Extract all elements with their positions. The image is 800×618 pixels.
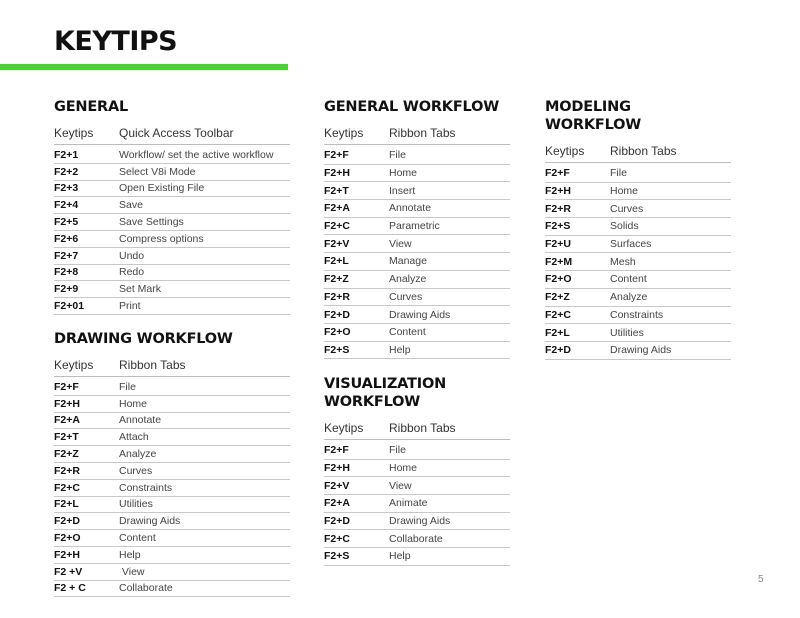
table-row [54, 248, 290, 265]
header-description: Ribbon Tabs [389, 420, 456, 435]
table-row [545, 218, 731, 236]
keytip: F2+F [324, 149, 349, 162]
section-title: GENERAL [54, 99, 129, 115]
keytip: F2+T [54, 431, 79, 444]
section-visualization-workflow [324, 375, 510, 566]
keytip-description: File [610, 167, 627, 180]
table-row [54, 581, 290, 598]
keytip: F2+8 [54, 266, 79, 279]
table-row [54, 547, 290, 564]
table-row [54, 298, 290, 315]
table-row [324, 324, 510, 342]
table-header [54, 353, 290, 377]
header-description: Quick Access Toolbar [119, 125, 234, 140]
keytip-description: Drawing Aids [389, 308, 451, 321]
keytip: F2+S [545, 220, 571, 233]
keytip-description: Drawing Aids [119, 515, 181, 528]
header-keytips: Keytips [54, 357, 94, 372]
table-row [54, 497, 290, 514]
keytip: F2+R [54, 464, 80, 477]
keytip-description: Help [119, 548, 141, 561]
table-row [54, 429, 290, 446]
keytip-description: Content [610, 273, 647, 286]
keytip: F2+S [324, 550, 350, 563]
keytip: F2+F [324, 444, 349, 457]
table-row [324, 182, 510, 200]
keytip: F2+V [324, 237, 350, 250]
keytip-description: Undo [119, 249, 145, 262]
keytip: F2 + C [54, 582, 86, 595]
keytip: F2+R [324, 290, 350, 303]
keytip-description: Analyze [119, 448, 157, 461]
table-row [324, 442, 510, 460]
table-row [54, 513, 290, 530]
table-row [324, 253, 510, 271]
table-row [545, 271, 731, 289]
table-row [545, 183, 731, 201]
table-row [54, 231, 290, 248]
keytips-table [54, 121, 290, 315]
table-row [54, 463, 290, 480]
table-row [545, 307, 731, 325]
keytip-description: Utilities [119, 498, 153, 511]
keytip: F2+3 [54, 182, 79, 195]
keytip: F2+01 [54, 300, 85, 313]
keytip-description: Set Mark [119, 283, 162, 296]
table-row [324, 477, 510, 495]
accent-bar [0, 64, 288, 70]
keytip-description: Constraints [119, 481, 173, 494]
keytip: F2+9 [54, 283, 79, 296]
keytip: F2+O [545, 273, 572, 286]
table-header [324, 416, 510, 440]
table-row [545, 253, 731, 271]
keytip: F2+C [324, 220, 350, 233]
keytip: F2+1 [54, 148, 79, 161]
table-row [324, 147, 510, 165]
table-body [54, 145, 290, 315]
keytip-description: Attach [119, 431, 149, 444]
table-row [324, 306, 510, 324]
keytip: F2+F [54, 380, 79, 393]
keytip: F2+H [324, 167, 350, 180]
table-row [324, 460, 510, 478]
table-body [324, 440, 510, 566]
table-row [545, 200, 731, 218]
page-title: KEYTIPS [54, 26, 178, 57]
keytip-description: Solids [610, 220, 639, 233]
keytip-description: Insert [389, 184, 416, 197]
keytip: F2+L [324, 255, 349, 268]
keytip: F2+T [324, 184, 349, 197]
table-row [324, 235, 510, 253]
keytip-description: Help [389, 550, 411, 563]
keytip: F2+6 [54, 232, 79, 245]
keytip: F2+M [545, 255, 573, 268]
page-number: 5 [758, 574, 764, 585]
keytip: F2+O [324, 326, 351, 339]
keytip: F2+H [54, 397, 80, 410]
table-row [324, 495, 510, 513]
section-general [54, 98, 290, 315]
keytip: F2+D [545, 344, 571, 357]
keytip-description: Curves [610, 202, 644, 215]
keytip-description: Parametric [389, 220, 440, 233]
keytips-table [54, 353, 290, 597]
keytip-description: Help [389, 343, 411, 356]
keytip-description: Curves [119, 464, 153, 477]
keytip-description: Compress options [119, 232, 204, 245]
keytip-description: Drawing Aids [610, 344, 672, 357]
keytip-description: Save [119, 199, 143, 212]
keytips-table [545, 139, 731, 360]
keytip: F2+A [54, 414, 80, 427]
header-keytips: Keytips [54, 125, 94, 140]
keytip-description: Drawing Aids [389, 515, 451, 528]
keytip: F2+O [54, 532, 81, 545]
keytip-description: View [119, 565, 145, 578]
section-modeling-workflow [545, 98, 731, 360]
keytip: F2+A [324, 497, 350, 510]
keytip-description: Animate [389, 497, 428, 510]
table-row [54, 181, 290, 198]
keytip-description: Open Existing File [119, 182, 205, 195]
keytips-table [324, 121, 510, 359]
header-description: Ribbon Tabs [119, 357, 186, 372]
keytip-description: View [389, 479, 412, 492]
header-keytips: Keytips [324, 420, 364, 435]
table-body [324, 145, 510, 359]
header-description: Ribbon Tabs [389, 125, 456, 140]
section-title: DRAWING WORKFLOW [54, 331, 233, 347]
keytip: F2+V [324, 479, 350, 492]
keytip-description: Home [610, 185, 639, 198]
keytip: F2+2 [54, 165, 79, 178]
keytips-table [324, 416, 510, 566]
header-keytips: Keytips [324, 125, 364, 140]
table-row [54, 446, 290, 463]
keytip-description: Surfaces [610, 238, 652, 251]
table-row [324, 513, 510, 531]
section-general-workflow [324, 98, 510, 359]
keytip: F2+5 [54, 216, 79, 229]
table-row [54, 164, 290, 181]
section-drawing-workflow [54, 330, 290, 597]
keytip-description: Content [389, 326, 426, 339]
table-row [324, 530, 510, 548]
table-row [54, 396, 290, 413]
table-body [54, 377, 290, 597]
keytip: F2+H [324, 462, 350, 475]
table-row [324, 548, 510, 566]
table-body [545, 163, 731, 360]
keytip-description: Save Settings [119, 216, 184, 229]
table-row [324, 289, 510, 307]
keytip: F2+Z [324, 273, 349, 286]
keytip: F2+C [545, 308, 571, 321]
keytip-description: Annotate [119, 414, 162, 427]
keytip-description: Print [119, 300, 141, 313]
table-header [54, 121, 290, 145]
keytip: F2+A [324, 202, 350, 215]
section-title: GENERAL WORKFLOW [324, 99, 499, 115]
header-keytips: Keytips [545, 143, 585, 158]
keytip-description: Collaborate [389, 532, 443, 545]
keytip-description: Analyze [610, 291, 648, 304]
keytip: F2+L [545, 326, 570, 339]
keytip: F2+F [545, 167, 570, 180]
keytip: F2+C [54, 481, 80, 494]
table-row [545, 236, 731, 254]
keytip-description: View [389, 237, 412, 250]
table-row [324, 165, 510, 183]
table-row [54, 265, 290, 282]
table-row [545, 324, 731, 342]
keytip-description: Constraints [610, 308, 664, 321]
section-title-line2: WORKFLOW [324, 394, 421, 410]
table-header [324, 121, 510, 145]
keytip: F2+Z [54, 448, 79, 461]
keytip: F2+4 [54, 199, 79, 212]
table-row [545, 342, 731, 360]
keytip: F2+7 [54, 249, 79, 262]
keytip-description: File [389, 444, 406, 457]
table-row [54, 480, 290, 497]
table-row [54, 197, 290, 214]
keytip-description: Utilities [610, 326, 644, 339]
keytip-description: Analyze [389, 273, 427, 286]
table-row [324, 200, 510, 218]
table-row [324, 342, 510, 360]
table-row [54, 413, 290, 430]
keytip: F2+R [545, 202, 571, 215]
header-description: Ribbon Tabs [610, 143, 677, 158]
keytip-description: Home [389, 167, 418, 180]
table-row [54, 379, 290, 396]
keytip-description: Home [389, 462, 418, 475]
keytip-description: Content [119, 532, 156, 545]
table-row [54, 564, 290, 581]
table-row [545, 165, 731, 183]
keytip-description: Redo [119, 266, 145, 279]
table-row [324, 271, 510, 289]
table-row [545, 289, 731, 307]
keytip-description: Workflow/ set the active workflow [119, 148, 274, 161]
table-row [54, 530, 290, 547]
table-header [545, 139, 731, 163]
keytip-description: Curves [389, 290, 423, 303]
keytip: F2+Z [545, 291, 570, 304]
keytip: F2+S [324, 343, 350, 356]
keytip: F2+D [324, 515, 350, 528]
keytip-description: Collaborate [119, 582, 173, 595]
keytip: F2+C [324, 532, 350, 545]
table-row [324, 218, 510, 236]
keytip-description: Mesh [610, 255, 636, 268]
keytip: F2+L [54, 498, 79, 511]
keytip: F2+U [545, 238, 571, 251]
keytip: F2 +V [54, 565, 83, 578]
table-row [54, 214, 290, 231]
keytip-description: Home [119, 397, 148, 410]
keytip-description: Annotate [389, 202, 432, 215]
keytip: F2+H [545, 185, 571, 198]
keytip-description: Manage [389, 255, 427, 268]
keytip-description: Select V8i Mode [119, 165, 196, 178]
section-title-line1: VISUALIZATION [324, 376, 447, 392]
section-title: MODELING WORKFLOW [545, 99, 642, 133]
table-row [54, 147, 290, 164]
keytip: F2+H [54, 548, 80, 561]
keytip-description: File [119, 380, 136, 393]
keytip: F2+D [324, 308, 350, 321]
table-row [54, 281, 290, 298]
keytip-description: File [389, 149, 406, 162]
keytip: F2+D [54, 515, 80, 528]
